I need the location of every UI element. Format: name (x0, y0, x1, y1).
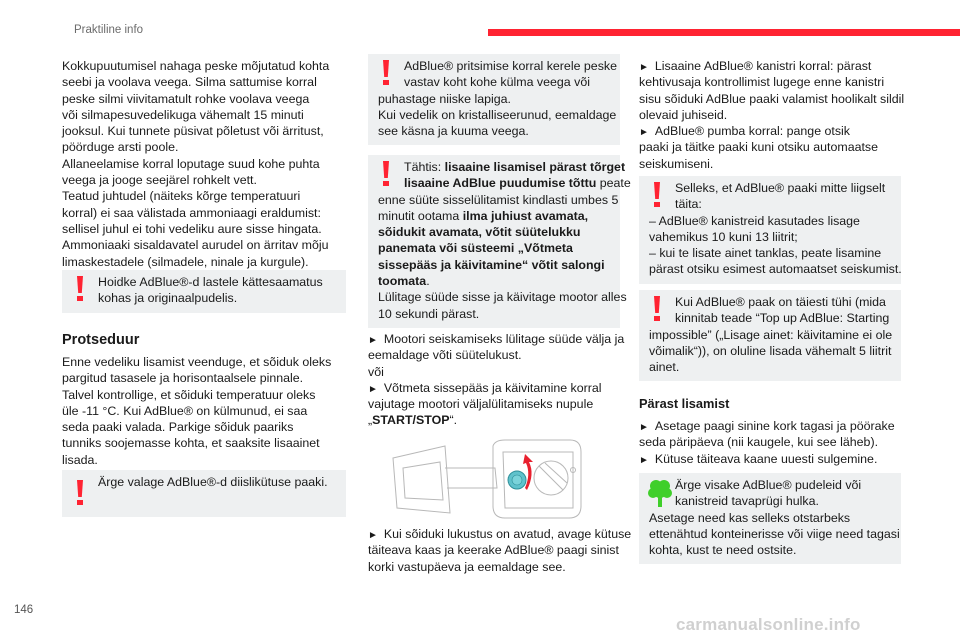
text: seiskumiseni. (639, 156, 714, 171)
text: minutit ootama (378, 208, 463, 223)
text-line: pöörduge arsti poole. (62, 140, 179, 155)
text-line: kinnitab teade “Top up AdBlue: Starting (675, 311, 890, 326)
arrow-bullet-icon: ► (368, 335, 378, 346)
text-line: Asetage need kas selleks otstarbeks (649, 510, 851, 525)
text: Võtmeta sissepääs ja käivitamine korral (383, 380, 602, 395)
text-line: Ärge valage AdBlue®-d diislikütuse paaki. (98, 475, 328, 489)
text: “. (449, 413, 458, 428)
text: enne süüte sisselülitamist kindlasti umbes 5 (378, 192, 619, 207)
text-line: ainet. (649, 360, 680, 375)
text-line: Hoidke AdBlue®-d lastele kättesaamatus (98, 275, 323, 289)
arrow-bullet-icon: ► (639, 62, 649, 73)
text-line: Ammoniaaki sisaldavatel aurudel on ärritav mõju (62, 238, 329, 253)
text: . (426, 274, 430, 289)
open-cap-step (368, 526, 631, 575)
warning-icon (381, 161, 391, 187)
intro-paragraph (62, 58, 329, 270)
text-line: üle -11 °C. Kui AdBlue® on külmunud, ei saa (62, 403, 308, 418)
page-number: 146 (14, 604, 34, 616)
text-line: Selleks, et AdBlue® paaki mitte liigselt (675, 181, 886, 195)
watermark: carmanualsonline.info (676, 615, 861, 634)
text-line: kanistreid tavaprügi hulka. (675, 494, 819, 509)
text-line: täita: (675, 197, 702, 212)
arrow-bullet-icon: ► (368, 383, 378, 395)
text: panemata või süsteemi „Võtmeta (378, 241, 573, 256)
fuel-flap-illustration (385, 438, 585, 520)
text-line: Talvel kontrollige, et sõiduki temperatuur oleks (62, 387, 316, 402)
text: sõidukit avamata, võtit süütelukku (378, 225, 581, 240)
text: toomata (378, 274, 427, 289)
text-line: – kui te lisate ainet tanklas, peate lisamine (649, 246, 882, 261)
text: või (368, 364, 384, 379)
text: sissepääs ja käivitamine“ võtit salongi (378, 257, 605, 272)
text-line: Kui AdBlue® paak on täiesti tühi (mida (675, 295, 886, 309)
text-line: puhastage niiske lapiga. (378, 91, 511, 106)
section-title: Praktiline info (74, 24, 144, 36)
text-line: AdBlue® pritsimise korral kerele peske (404, 59, 617, 73)
warning-box-empty-tank (639, 290, 901, 381)
text: Asetage paagi sinine kork tagasi ja pöörake (654, 419, 895, 433)
text-line: Allaneelamise korral loputage suud kohe puhta (62, 156, 320, 171)
arrow-bullet-icon: ► (368, 530, 378, 541)
text: Tähtis: (404, 160, 445, 174)
text-line: lisada. (62, 452, 98, 467)
text-line: Enne vedeliku lisamist veenduge, et sõiduk oleks (62, 355, 332, 369)
text: START/STOP (372, 413, 450, 428)
text: 10 sekundi pärast. (378, 306, 480, 321)
text-line: Kokkupuutumisel nahaga peske mõjutatud kohta (62, 59, 330, 73)
warning-box-important (368, 155, 631, 328)
text: seda päripäeva (nii kaugele, kui see läheb). (639, 435, 879, 450)
engine-stop-steps (368, 331, 624, 429)
text-line: see käsna ja kuuma veega. (378, 124, 529, 139)
text: Kütuse täiteava kaane uuesti sulgemine. (654, 451, 878, 466)
text-line: pärast otsiku esimest automaatset seiskumist. (649, 262, 902, 277)
arrow-bullet-icon: ► (639, 454, 649, 466)
text: ilma juhiust avamata, (462, 208, 589, 223)
text: Lisaaine AdBlue® kanistri korral: pärast (654, 59, 872, 73)
warning-icon (75, 276, 85, 302)
warning-icon (381, 60, 391, 86)
text: sisu sõiduki AdBlue paaki valamist hoolikalt sildil (639, 91, 905, 106)
text: „ (368, 413, 373, 428)
text-line: Kui vedelik on kristalliseerunud, eemaldage (378, 107, 617, 122)
text: AdBlue® pumba korral: pange otsik (654, 124, 851, 139)
text: peate (596, 176, 631, 191)
tree-icon (648, 478, 672, 508)
arrow-bullet-icon: ► (639, 127, 649, 139)
text: eemaldage võti süütelukust. (368, 348, 522, 363)
arrow-bullet-icon: ► (639, 422, 649, 433)
text: vajutage mootori väljalülitamiseks nupule (368, 397, 594, 412)
text-line: limaskestadele (silmadele, ninale ja kurgule). (62, 254, 309, 269)
text-line: ettenähtud konteinerisse või viige need tagasi (649, 526, 900, 541)
warning-box-diesel (62, 470, 346, 517)
warning-icon (652, 296, 662, 322)
warning-box-splash (368, 54, 620, 145)
text: kehtivusaja kontrollimist lugege enne kanistri (639, 75, 885, 90)
text: Lülitage süüde sisse ja käivitage mootor alles (378, 290, 627, 305)
text-line: Teatud juhtudel (näiteks kõrge temperatuuri (62, 189, 301, 204)
text: paaki ja täitke paaki kuni otsiku automaatse (639, 140, 879, 155)
text-line: korral) ei saa välistada ammoniaagi eraldumist: (62, 205, 321, 220)
after-fill-steps (639, 418, 895, 467)
text: Mootori seiskamiseks lülitage süüde välja ja (383, 332, 625, 346)
text-line: pargitud tasasele ja horisontaalsele pinnale. (62, 371, 304, 386)
environment-box (639, 473, 901, 564)
text: lisaaine AdBlue puudumise tõttu (404, 176, 597, 191)
text-line: Ärge visake AdBlue® pudeleid või (675, 478, 862, 492)
header-accent-bar (488, 29, 960, 36)
text-line: vastav koht kohe külma veega või (404, 75, 590, 90)
text-line: – AdBlue® kanistreid kasutades lisage (649, 213, 860, 228)
text-line: kohas ja originaalpudelis. (98, 291, 238, 306)
warning-icon (652, 182, 662, 208)
text-line: või silmapesuvedelikuga vähemalt 15 minuti (62, 107, 304, 122)
text-line: võimalik“)), on oluline lisada vähemalt 5 liitrit (649, 343, 892, 358)
text: lisaaine lisamisel pärast tõrget (444, 160, 626, 174)
text-line: jooksul. Kui tunnete püsivat põletust või ärritust, (62, 124, 324, 139)
text-line: veega ja jooge seejärel rohkelt vett. (62, 173, 257, 188)
text-line: tunniks soojemasse kohta, et saaksite lisaainet (62, 436, 320, 451)
warning-icon (75, 480, 85, 506)
text-line: peske silmi viivitamatult rohke voolava veega (62, 91, 310, 106)
text-line: seebi ja voolava veega. Silma sattumise korral (62, 75, 317, 90)
section-heading: Protseduur (62, 332, 140, 348)
section-heading: Pärast lisamist (639, 396, 730, 411)
text: Kui sõiduki lukustus on avatud, avage kütuse (383, 527, 632, 541)
text: olevaid juhiseid. (639, 107, 728, 122)
text-line: seda paaki valada. Parkige sõiduk paariks (62, 420, 294, 435)
text-line: vahemikus 10 kuni 13 liitrit; (649, 229, 798, 244)
warning-box-overfill (639, 176, 901, 284)
text-line: kohta, kust te need ostsite. (649, 543, 797, 558)
procedure-paragraph (62, 354, 331, 468)
text: täiteava kaas ja keerake AdBlue® paagi sinist (368, 543, 619, 558)
fill-steps (639, 58, 904, 172)
warning-box-children (62, 270, 346, 313)
text: korki vastupäeva ja eemaldage see. (368, 559, 566, 574)
text-line: sellisel juhul ei tohi vedeliku aure sisse hingata. (62, 221, 322, 236)
text-line: impossible” („Lisage ainet: käivitamine ei ole (649, 327, 893, 342)
